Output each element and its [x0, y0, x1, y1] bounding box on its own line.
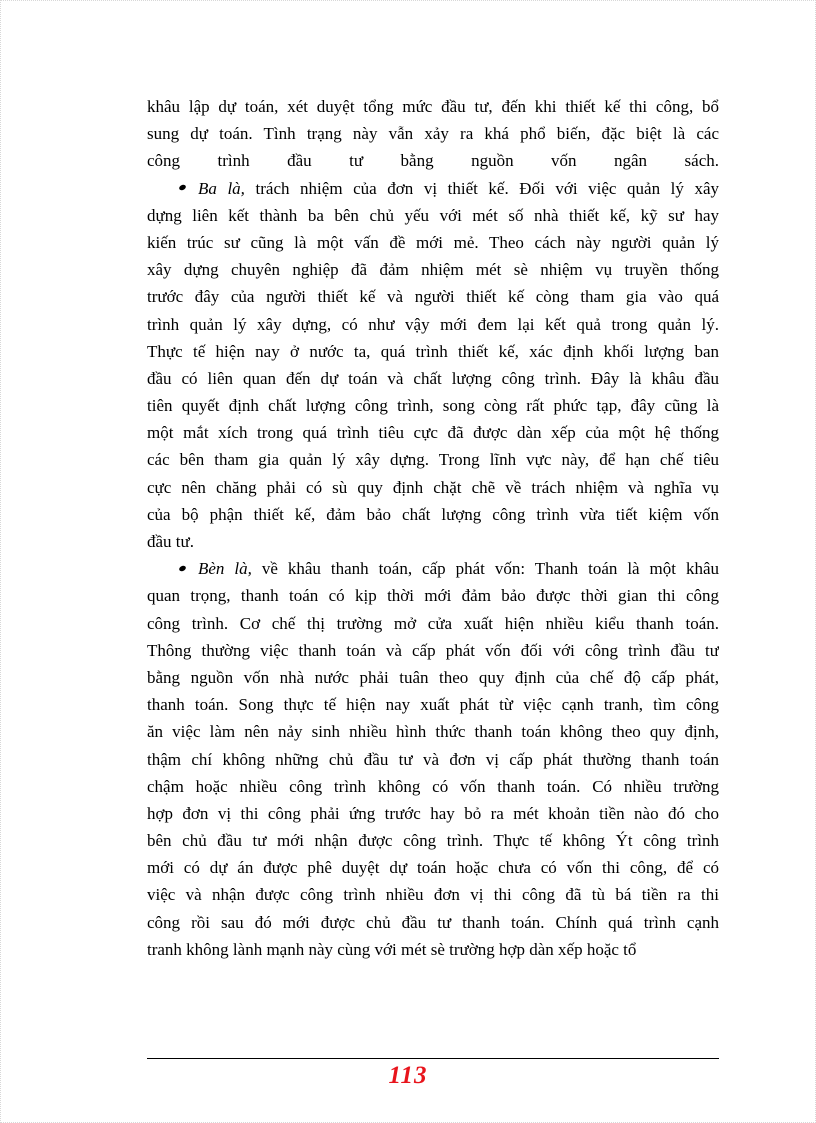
paragraph-first-line [147, 555, 719, 582]
text-line: đầu có liên quan đến dự toán và chất lượng công trình. Đây là khâu đầu [147, 368, 719, 388]
text-line: công rồi sau đó mới được chủ đầu tư thanh toán. Chính quá trình cạnh [147, 912, 719, 932]
footer-divider [147, 1058, 719, 1059]
text-line: các bên tham gia quản lý xây dựng. Trong lĩnh vực này, để hạn chế tiêu [147, 450, 719, 470]
text-line: dựng liên kết thành ba bên chủ yếu với mét số nhà thiết kế, kỹ sư hay [147, 205, 719, 225]
text-line: Thông thường việc thanh toán và cấp phát vốn đối với công trình đầu tư [147, 640, 719, 660]
paragraph-lead: Bèn là, [198, 559, 252, 579]
paragraph-text: trách nhiệm của đơn vị thiết kế. Đối với việc quản lý xây [244, 178, 719, 198]
text-line: một mắt xích trong quá trình tiêu cực đã được dàn xếp của một hệ thống [147, 423, 719, 443]
text-line: khâu lập dự toán, xét duyệt tổng mức đầu tư, đến khi thiết kế thi công, bổ [147, 97, 719, 116]
text-line: quan trọng, thanh toán có kịp thời mới đảm bảo được thời gian thi công [147, 586, 719, 606]
text-line: trình quản lý xây dựng, có như vậy mới đem lại kết quả trong quản lý. [147, 314, 719, 334]
paragraph-lead: Ba là, [198, 178, 245, 198]
text-line: cực nên chăng phải có sù quy định chặt chẽ về trách nhiệm và nghĩa vụ [147, 477, 719, 497]
text-line: chậm hoặc nhiều công trình không có vốn thanh toán. Có nhiều trường [147, 776, 719, 796]
text-line: tiên quyết định chất lượng công trình, song còng rất phức tạp, đây cũng là [147, 396, 719, 416]
text-line: trước đây của người thiết kế và người thiết kế còng tham gia vào quá [147, 287, 719, 307]
text-line: thanh toán. Song thực tế hiện nay xuất phát từ việc cạnh tranh, tìm công [147, 695, 719, 715]
text-line: xây dựng chuyên nghiệp đã đảm nhiệm mét sè nhiệm vụ truyền thống [147, 260, 719, 280]
text-line: thậm chí không những chủ đầu tư và đơn vị cấp phát thường thanh toán [147, 749, 719, 769]
text-line: ăn việc làm nên nảy sinh nhiều hình thức thanh toán không theo quy định, [147, 722, 719, 742]
text-line: việc và nhận được công trình nhiều đơn vị thi công đã tù bá tiền ra thi [147, 885, 719, 905]
text-line: tranh không lành mạnh này cùng với mét sè trường hợp dàn xếp hoặc tổ [147, 939, 637, 959]
text-line: Thực tế hiện nay ở nước ta, quá trình thiết kế, xác định khối lượng ban [147, 341, 719, 361]
text-line: công trình đầu tư bằng nguồn vốn ngân sách. [147, 151, 719, 171]
bullet-icon [178, 184, 186, 191]
text-line: hợp đơn vị thi công phải ứng trước hay bỏ ra mét khoản tiền nào đó cho [147, 803, 719, 823]
text-line: bằng nguồn vốn nhà nước phải tuân theo quy định của chế độ cấp phát, [147, 667, 719, 687]
text-line: đầu tư. [147, 532, 194, 551]
text-line: của bộ phận thiết kế, đảm bảo chất lượng công trình vừa tiết kiệm vốn [147, 504, 719, 524]
text-line: mới có dự án được phê duyệt dự toán hoặc chưa có vốn thi công, để có [147, 858, 719, 878]
paragraph-first-line [147, 175, 719, 202]
text-line: sung dự toán. Tình trạng này vẫn xảy ra khá phổ biến, đặc biệt là các [147, 124, 719, 144]
text-line: bên chủ đầu tư mới nhận được công trình. Thực tế không Ýt công trình [147, 831, 719, 851]
bullet-icon [178, 565, 186, 572]
page-number: 113 [388, 1062, 428, 1089]
document-body [147, 93, 719, 963]
text-line: kiến trúc sư cũng là một vấn đề mới mẻ. Theo cách này người quản lý [147, 232, 719, 252]
text-line: công trình. Cơ chế thị trường mở cửa xuất hiện nhiều kiểu thanh toán. [147, 613, 719, 633]
paragraph-text: về khâu thanh toán, cấp phát vốn: Thanh toán là một khâu [251, 559, 719, 579]
